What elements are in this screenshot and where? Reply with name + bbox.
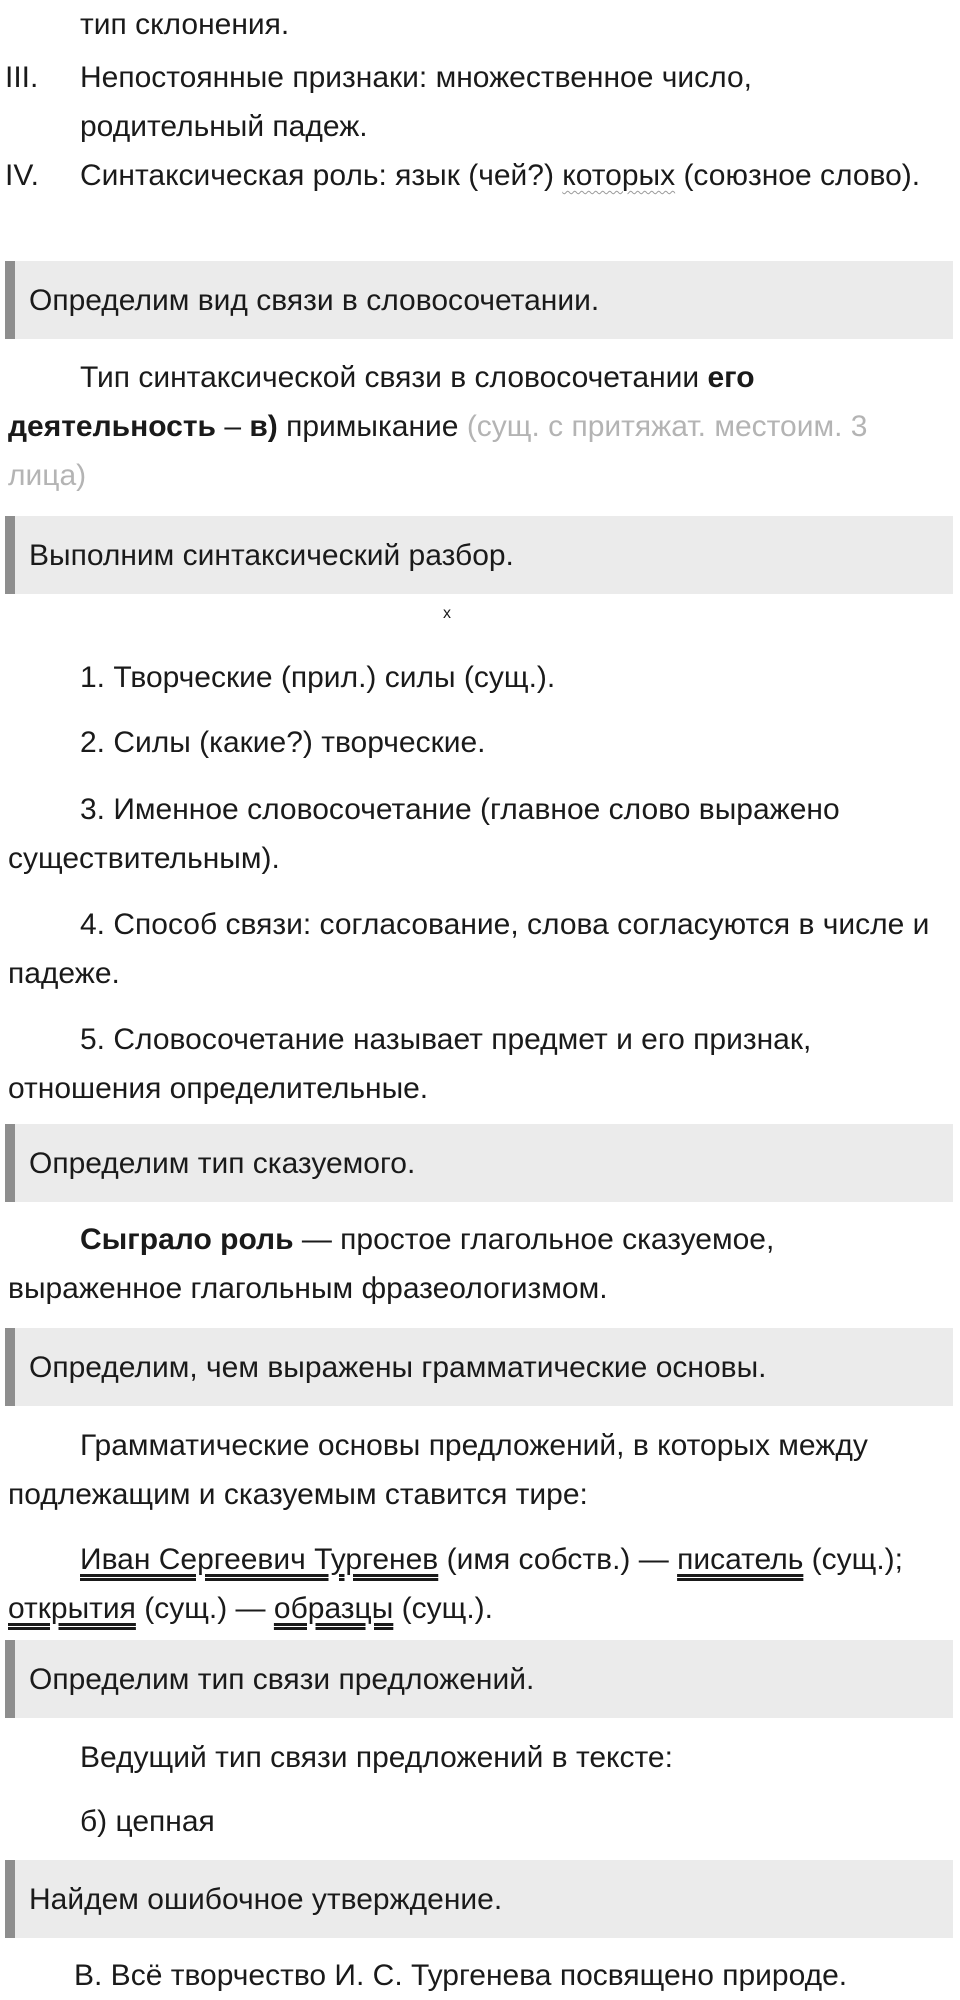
section-header-predicate-type: Определим тип сказуемого. xyxy=(5,1124,953,1202)
spellcheck-word: которых xyxy=(562,159,676,192)
section-header-wrong-statement: Найдем ошибочное утверждение. xyxy=(5,1860,953,1938)
parse-step-1: 1. Творческие (прил.) силы (сущ.). xyxy=(80,661,556,694)
predicate-1: писатель xyxy=(677,1543,804,1576)
list-text: Непостоянные признаки: множественное число, родительный падеж. xyxy=(80,61,752,143)
section-header-link-type: Определим вид связи в словосочетании. xyxy=(5,261,953,339)
phrase: его деятельность xyxy=(8,361,755,443)
intro-tail: тип склонения. xyxy=(80,8,290,41)
list-number: III. xyxy=(5,61,39,94)
predicate-2: образцы xyxy=(273,1592,394,1625)
sentence-link-answer: б) цепная xyxy=(80,1805,215,1838)
analysis-item-4 xyxy=(0,151,940,200)
parse-step-4: 4. Способ связи: согласование, слова согласуются в числе и падеже. xyxy=(8,908,930,990)
list-number: IV. xyxy=(5,159,39,192)
section-header-sentence-link: Определим тип связи предложений. xyxy=(5,1640,953,1718)
parse-step-3: 3. Именное словосочетание (главное слово выражено существительным). xyxy=(8,793,840,875)
sentence-link-intro: Ведущий тип связи предложений в тексте: xyxy=(80,1741,673,1774)
wrong-statement: В. Всё творчество И. С. Тургенева посвящено природе. xyxy=(74,1959,848,1992)
parse-step-5: 5. Словосочетание называет предмет и его признак, отношения определительные. xyxy=(8,1023,812,1105)
section-header-syntax-parse: Выполним синтаксический разбор. xyxy=(5,516,953,594)
stray-mark: x xyxy=(443,605,451,622)
subject-2: открытия xyxy=(8,1592,136,1625)
analysis-item-3 xyxy=(0,53,940,151)
bases-paragraph: Иван Сергеевич Тургенев (имя собств.) — писатель (сущ.); открытия (сущ.) — образцы (сущ.). xyxy=(8,1543,904,1625)
hint-note: (сущ. с притяжат. местоим. 3 лица) xyxy=(8,410,868,492)
predicate-phrase: Сыграло роль xyxy=(80,1223,294,1256)
subject-1: Иван Сергеевич Тургенев xyxy=(80,1543,439,1576)
section-header-grammar-bases: Определим, чем выражены грамматические основы. xyxy=(5,1328,953,1406)
predicate-paragraph: Сыграло роль — простое глагольное сказуемое, выраженное глагольным фразеологизмом. xyxy=(8,1223,775,1305)
bases-intro: Грамматические основы предложений, в которых между подлежащим и сказуемым ставится тире: xyxy=(8,1429,868,1511)
link-type-paragraph: Тип синтаксической связи в словосочетании его деятельность – в) примыкание (сущ. с притяжат. местоим. 3 лица) xyxy=(8,361,868,492)
list-text: Синтаксическая роль: язык (чей?) которых (союзное слово). xyxy=(80,159,921,192)
parse-step-2: 2. Силы (какие?) творческие. xyxy=(80,726,486,759)
answer-letter: в) xyxy=(249,410,278,443)
